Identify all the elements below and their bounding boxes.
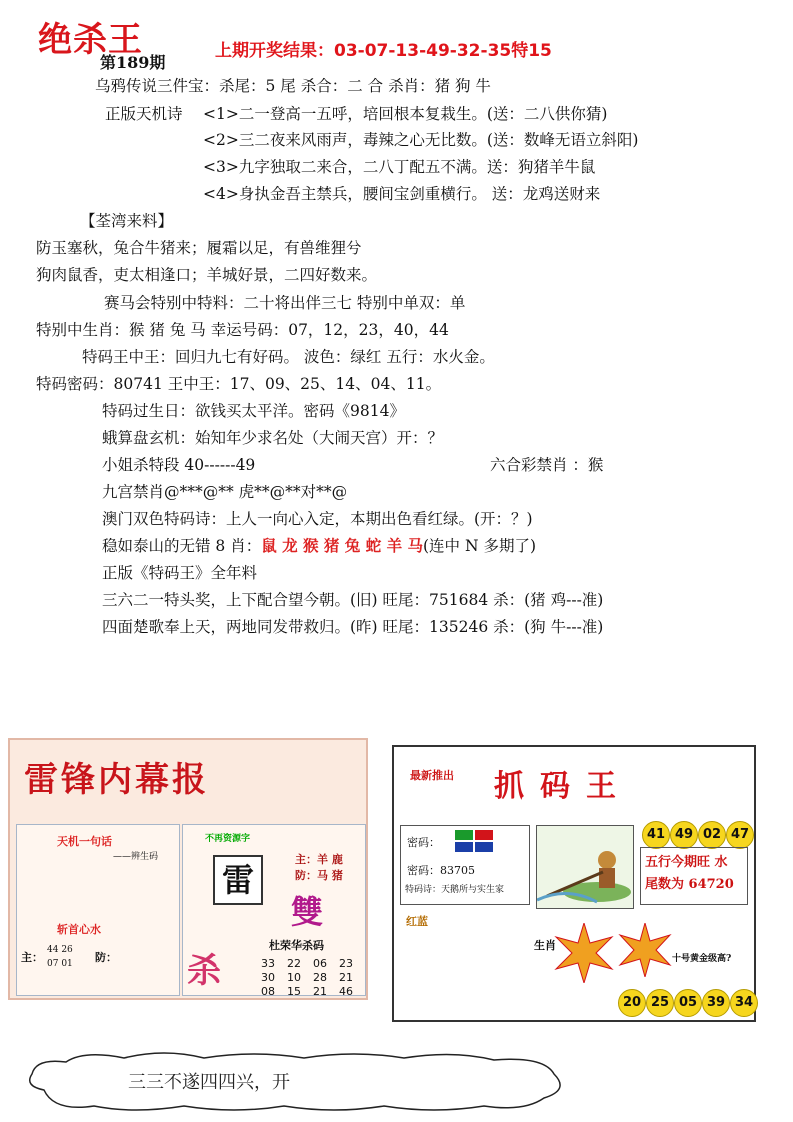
zhu-label: 主： bbox=[21, 951, 43, 964]
line-12: 特码密码：80741 王中王：17、09、25、14、04、11。 bbox=[36, 375, 442, 393]
zhu-nums-1: 44 26 bbox=[47, 945, 73, 955]
line-15: 小姐杀特段 40------49 bbox=[102, 456, 256, 474]
ball-bottom-4: 39 bbox=[702, 989, 730, 1017]
line-2-label: 正版天机诗 bbox=[105, 105, 183, 123]
line-5: <4>身执金吾主禁兵，腰间宝剑重横行。 送：龙鸡送财来 bbox=[203, 185, 601, 203]
line-3: <2>三二夜来风雨声，毒辣之心无比数。(送：数峰无语立斜阳) bbox=[203, 131, 639, 149]
line-18 bbox=[102, 536, 536, 556]
issue-number: 第189期 bbox=[100, 53, 166, 72]
shuang-char: 雙 bbox=[291, 893, 324, 931]
line-6: 【荃湾来料】 bbox=[80, 212, 174, 230]
poem: 特码诗：天鹅所与实生家 bbox=[405, 885, 505, 895]
pw-value: 密码：83705 bbox=[407, 864, 475, 877]
sheng-label: 生肖 bbox=[534, 939, 556, 952]
burst-icon-right bbox=[618, 923, 672, 977]
line-7: 防玉塞秋，兔合牛猪来；履霜以足，有兽维狸兮 bbox=[36, 239, 362, 257]
lei-box bbox=[182, 824, 366, 996]
leifeng-panel bbox=[8, 738, 368, 1000]
logo-title: 绝杀王 bbox=[38, 20, 143, 60]
sha-char: 杀 bbox=[187, 951, 221, 991]
line-18-note: (连中 N 多期了) bbox=[423, 537, 537, 555]
ball-bottom-1: 20 bbox=[618, 989, 646, 1017]
fang-label: 防： bbox=[95, 951, 117, 964]
fang-zodiac: 防：马 猪 bbox=[295, 869, 343, 882]
ball-bottom-3: 05 bbox=[674, 989, 702, 1017]
tianji-title: 天机一句话 bbox=[57, 835, 112, 848]
tianji-sub: ——辨生码 bbox=[113, 852, 159, 862]
zhu-zodiac: 主：羊 鹿 bbox=[295, 853, 343, 866]
line-10: 特别中生肖：猴 猪 兔 马 幸运号码：07，12，23，40，44 bbox=[36, 321, 449, 339]
last-result: 上期开奖结果：03-07-13-49-32-35特15 bbox=[215, 41, 552, 61]
line-18-zodiacs: 鼠 龙 猴 猪 兔 蛇 羊 马 bbox=[261, 536, 423, 555]
leifeng-title: 雷锋内幕报 bbox=[24, 760, 209, 800]
ball-top-2: 49 bbox=[670, 821, 698, 849]
tianji-box bbox=[16, 824, 180, 996]
line-16: 九宫禁肖@***@** 虎**@**对**@ bbox=[102, 483, 348, 501]
line-20: 三六二一特头奖，上下配合望今朝。(旧) 旺尾：751684 杀：(猪 鸡---准) bbox=[102, 591, 604, 609]
line-14: 蛾算盘玄机：始知年少求名处（大闹天宫）开：？ bbox=[102, 429, 444, 447]
lei-char: 雷 bbox=[213, 855, 263, 905]
pw-label: 密码： bbox=[407, 836, 440, 849]
line-17: 澳门双色特码诗：上人一向心入定，本期出色看红绿。(开：？) bbox=[102, 510, 533, 528]
du-title: 杜荣华杀码 bbox=[269, 939, 324, 952]
du-number-grid: 33 22 06 23 30 10 28 21 08 15 21 46 bbox=[261, 957, 353, 998]
burst-icon-left bbox=[554, 923, 614, 983]
ball-bottom-2: 25 bbox=[646, 989, 674, 1017]
line-2: <1>二一登高一五呼，培回根本复栽生。(送：二八供你猜) bbox=[203, 105, 608, 123]
small-title: 不再资源字 bbox=[205, 834, 251, 844]
line-21: 四面楚歌奉上天，两地同发带救归。(昨) 旺尾：135246 杀：(狗 牛---准) bbox=[102, 618, 604, 636]
line-8: 狗肉鼠香，吏太相逢口；羊城好景，二四好数来。 bbox=[36, 266, 378, 284]
heart-title: 斩首心水 bbox=[57, 923, 101, 936]
gold-text: 十号黄金级高? bbox=[672, 954, 732, 964]
zhu-nums-2: 07 01 bbox=[47, 959, 73, 969]
wuxing-line-2: 尾数为 64720 bbox=[645, 877, 734, 892]
new-label: 最新推出 bbox=[410, 769, 454, 782]
line-11: 特码王中王：回归九七有好码。 波色：绿红 五行：水火金。 bbox=[82, 348, 495, 366]
zhuama-title: 抓码王 bbox=[494, 769, 632, 804]
cloud-text: 三三不遂四四兴，开 bbox=[128, 1072, 290, 1093]
line-19: 正版《特码王》全年料 bbox=[102, 564, 258, 582]
ball-bottom-5: 34 bbox=[730, 989, 758, 1017]
ball-top-1: 41 bbox=[642, 821, 670, 849]
fisherman-illustration bbox=[536, 825, 634, 909]
wuxing-box bbox=[640, 847, 748, 905]
logo-icon bbox=[455, 830, 495, 852]
line-13: 特码过生日：欲钱买太平洋。密码《9814》 bbox=[102, 402, 405, 420]
zhuama-panel bbox=[392, 745, 756, 1022]
line-18-label: 稳如泰山的无错 8 肖： bbox=[102, 537, 262, 555]
fisherman-icon bbox=[537, 826, 633, 908]
ball-top-4: 47 bbox=[726, 821, 754, 849]
ball-top-3: 02 bbox=[698, 821, 726, 849]
password-box bbox=[400, 825, 530, 905]
wuxing-line-1: 五行今期旺 水 bbox=[645, 855, 728, 870]
line-4: <3>九字独取二来合，二八丁配五不满。送：狗猪羊牛鼠 bbox=[203, 158, 596, 176]
line-1: 乌鸦传说三件宝：杀尾：5 尾 杀合：二 合 杀肖：猪 狗 牛 bbox=[95, 77, 491, 95]
line-15-right: 六合彩禁肖 ：猴 bbox=[490, 456, 604, 474]
line-9: 赛马会特别中特料：二十将出伴三七 特别中单双：单 bbox=[104, 294, 466, 312]
color-label: 红蓝 bbox=[406, 915, 428, 928]
cloud-shape bbox=[14, 1050, 574, 1114]
